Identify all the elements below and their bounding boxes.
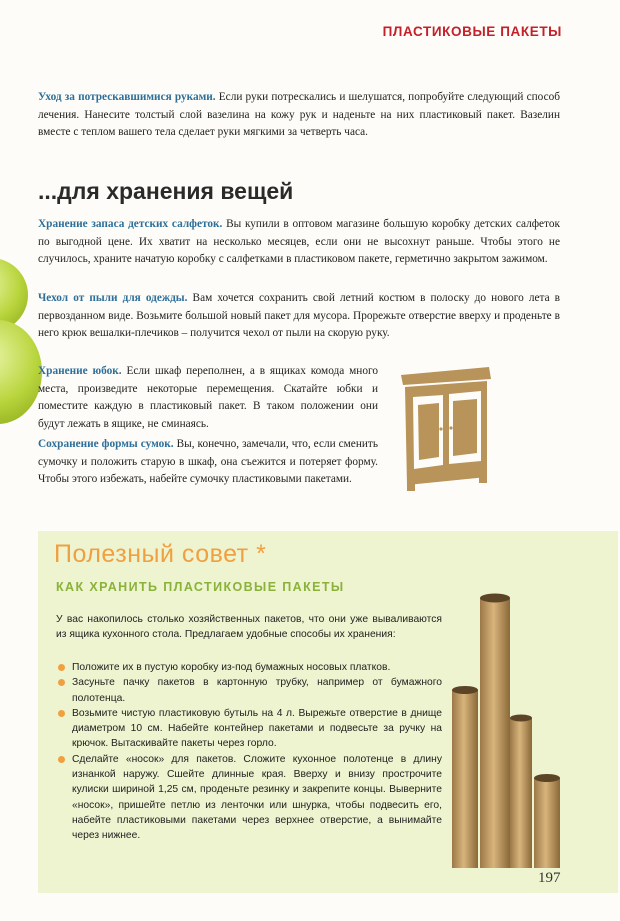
paragraph-text: Если шкаф переполнен, а в ящиках комода много места, произведите некоторые перемещения. Скатайте юбки и поместите каждую в пластиковый пакет. В таком положении они будут лежать в ящике, не сминаясь. bbox=[38, 365, 378, 430]
section-title: ...для хранения вещей bbox=[38, 178, 294, 204]
list-item: Засуньте пачку пакетов в картонную трубку, например от бумажного полотенца. bbox=[56, 675, 442, 706]
paragraph-skirts bbox=[38, 363, 378, 433]
cardboard-tubes-image bbox=[452, 592, 572, 872]
page-number: 197 bbox=[538, 870, 561, 886]
paragraph-heading: Сохранение формы сумок. bbox=[38, 438, 174, 450]
paragraph-text: Если руки потрескались и шелушатся, попробуйте следующий способ лечения. Нанесите толстый слой вазелина на кожу рук и наденьте на них пластиковый пакет. Вазелин вместе с теплом вашего тела сделает руки мягкими за четверть часа. bbox=[38, 91, 560, 139]
paragraph-heading: Хранение запаса детских салфеток. bbox=[38, 218, 223, 230]
paragraph-text: Вам хочется сохранить свой летний костюм в полоску до нового лета в первозданном виде. Возьмите большой новый пакет для мусора. Прорежьте отверстие вверху и проденьте в него крюк вешалки-плечиков – получится чехол от пыли на скорую руку. bbox=[38, 292, 560, 340]
running-head: ПЛАСТИКОВЫЕ ПАКЕТЫ bbox=[382, 24, 562, 39]
paragraph-text: Вы, конечно, замечали, что, если сменить сумочку и положить старую в шкаф, она съежится и потеряет форму. Чтобы этого избежать, набейте сумочку пластиковыми пакетами. bbox=[38, 438, 378, 486]
paragraph-heading: Чехол от пыли для одежды. bbox=[38, 292, 188, 304]
list-item: Возьмите чистую пластиковую бутыль на 4 л. Вырежьте отверстие в днище диаметром 10 см. Набейте контейнер пакетами и подвесьте за ручку на крючок. Вытаскивайте пакеты через горло. bbox=[56, 706, 442, 752]
tip-intro: У вас накопилось столько хозяйственных пакетов, что они уже вываливаются из ящика кухонного стола. Предлагаем удобные способы их хранения: bbox=[56, 614, 442, 641]
tip-title: Полезный совет * bbox=[54, 540, 267, 568]
paragraph-heading: Хранение юбок. bbox=[38, 365, 122, 377]
bullet-icon bbox=[58, 679, 65, 686]
bullet-icon bbox=[58, 664, 65, 671]
bullet-icon bbox=[58, 756, 65, 763]
paragraph-bags bbox=[38, 436, 378, 489]
paragraph-hands bbox=[38, 89, 560, 142]
wardrobe-illustration bbox=[395, 365, 495, 493]
paragraph-heading: Уход за потрескавшимися руками. bbox=[38, 91, 216, 103]
list-item: Положите их в пустую коробку из-под бумажных носовых платков. bbox=[56, 660, 442, 675]
paragraph-text: Вы купили в оптовом магазине большую коробку детских салфеток по выгодной цене. Их хватит на несколько месяцев, если они не высохнут раньше. Чтобы этого не случилось, храните начатую коробку с салфетками в пластиковом пакете, герметично закрытом зажимом. bbox=[38, 218, 560, 266]
list-item: Сделайте «носок» для пакетов. Сложите кухонное полотенце в длину изнанкой наружу. Сшейте длинные края. Вверху и внизу прострочите кулиски шириной 1,25 см, проденьте резинку и закрепите концы. Выверните «носок», пришейте петлю из ленточки или шнурка, чтобы подвесить его, набейте пластиковыми пакетами через верхнее отверстие, а вынимайте через нижнее. bbox=[56, 752, 442, 844]
paragraph-cover bbox=[38, 290, 560, 343]
tip-list bbox=[56, 660, 442, 844]
tip-subtitle: КАК ХРАНИТЬ ПЛАСТИКОВЫЕ ПАКЕТЫ bbox=[56, 580, 345, 594]
bullet-icon bbox=[58, 710, 65, 717]
paragraph-wipes bbox=[38, 216, 560, 269]
green-apple-image bbox=[0, 320, 42, 424]
